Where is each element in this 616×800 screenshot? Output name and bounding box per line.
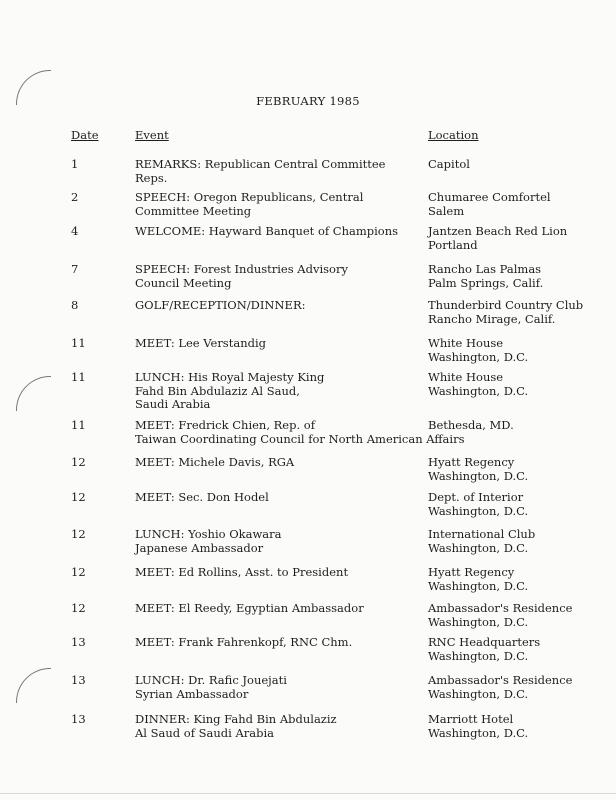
- location-line: Salem: [428, 203, 465, 218]
- event-line: Syrian Ambassador: [135, 686, 249, 701]
- event-line: SPEECH: Forest Industries Advisory: [135, 262, 348, 276]
- row-date: 2: [71, 190, 79, 204]
- row-event: [135, 636, 425, 650]
- row-event: [135, 674, 425, 701]
- row-date: 7: [71, 262, 79, 276]
- row-location: [428, 158, 608, 172]
- event-line: MEET: Fredrick Chien, Rep. of: [135, 418, 315, 432]
- row-event: [135, 491, 425, 505]
- event-line: Council Meeting: [135, 275, 232, 290]
- row-location: [428, 674, 608, 701]
- row-date: 11: [71, 336, 86, 350]
- row-event: [135, 528, 425, 555]
- row-location: [428, 337, 608, 364]
- row-date: 4: [71, 224, 79, 238]
- event-line: REMARKS: Republican Central Committee: [135, 157, 386, 171]
- event-line: MEET: Michele Davis, RGA: [135, 455, 295, 469]
- location-line: Jantzen Beach Red Lion: [428, 224, 568, 238]
- row-date: 12: [71, 527, 86, 541]
- row-date: 12: [71, 601, 86, 615]
- row-date: 13: [71, 635, 86, 649]
- row-date: 11: [71, 418, 86, 432]
- location-line: White House: [428, 336, 504, 350]
- event-line: Taiwan Coordinating Council for North American Affairs: [135, 431, 465, 446]
- row-date: 8: [71, 298, 79, 312]
- row-date: 13: [71, 712, 86, 726]
- location-line: Washington, D.C.: [428, 578, 529, 593]
- row-date: 12: [71, 565, 86, 579]
- location-line: Portland: [428, 237, 478, 252]
- header-event: Event: [135, 128, 169, 142]
- location-line: International Club: [428, 527, 536, 541]
- row-event: [135, 602, 425, 616]
- location-line: Dept. of Interior: [428, 490, 524, 504]
- row-event: [135, 456, 425, 470]
- location-line: Rancho Las Palmas: [428, 262, 542, 276]
- event-line: Japanese Ambassador: [135, 540, 264, 555]
- location-line: Washington, D.C.: [428, 540, 529, 555]
- location-line: Ambassador's Residence: [428, 601, 573, 615]
- event-line: Fahd Bin Abdulaziz Al Saud,: [135, 383, 300, 398]
- row-location: [428, 456, 608, 483]
- location-line: Washington, D.C.: [428, 383, 529, 398]
- location-line: Capitol: [428, 157, 470, 171]
- row-event: [135, 299, 425, 313]
- row-location: [428, 191, 608, 218]
- row-location: [428, 263, 608, 290]
- event-line: WELCOME: Hayward Banquet of Champions: [135, 224, 399, 238]
- event-line: MEET: El Reedy, Egyptian Ambassador: [135, 601, 364, 615]
- location-line: Hyatt Regency: [428, 455, 515, 469]
- event-line: MEET: Lee Verstandig: [135, 336, 266, 350]
- location-line: RNC Headquarters: [428, 635, 541, 649]
- row-date: 11: [71, 370, 86, 384]
- row-location: [428, 299, 608, 326]
- punch-hole-mark: [16, 376, 51, 411]
- row-date: 1: [71, 157, 79, 171]
- row-location: [428, 528, 608, 555]
- event-line: Al Saud of Saudi Arabia: [135, 725, 275, 740]
- event-line: GOLF/RECEPTION/DINNER:: [135, 298, 306, 312]
- row-date: 13: [71, 673, 86, 687]
- header-date: Date: [71, 128, 99, 142]
- header-location: Location: [428, 128, 479, 142]
- location-line: Palm Springs, Calif.: [428, 275, 544, 290]
- location-line: Washington, D.C.: [428, 503, 529, 518]
- punch-hole-mark: [16, 668, 51, 703]
- row-date: 12: [71, 455, 86, 469]
- location-line: Washington, D.C.: [428, 686, 529, 701]
- page-title: FEBRUARY 1985: [256, 94, 360, 108]
- event-line: Reps.: [135, 170, 168, 185]
- row-location: [428, 713, 608, 740]
- event-line: MEET: Frank Fahrenkopf, RNC Chm.: [135, 635, 353, 649]
- location-line: Ambassador's Residence: [428, 673, 573, 687]
- location-line: Chumaree Comfortel: [428, 190, 551, 204]
- location-line: White House: [428, 370, 504, 384]
- row-event: [135, 337, 425, 351]
- location-line: Hyatt Regency: [428, 565, 515, 579]
- event-line: LUNCH: His Royal Majesty King: [135, 370, 325, 384]
- event-line: Committee Meeting: [135, 203, 252, 218]
- row-location: [428, 225, 608, 252]
- row-location: [428, 566, 608, 593]
- location-line: Thunderbird Country Club: [428, 298, 584, 312]
- row-location: [428, 636, 608, 663]
- location-line: Rancho Mirage, Calif.: [428, 311, 556, 326]
- row-location: [428, 491, 608, 518]
- location-line: Washington, D.C.: [428, 725, 529, 740]
- event-line: LUNCH: Dr. Rafic Jouejati: [135, 673, 287, 687]
- event-line: DINNER: King Fahd Bin Abdulaziz: [135, 712, 337, 726]
- page-edge: [0, 793, 616, 794]
- location-line: Washington, D.C.: [428, 614, 529, 629]
- row-event: [135, 158, 425, 185]
- row-event: [135, 713, 425, 740]
- location-line: Washington, D.C.: [428, 648, 529, 663]
- row-location: [428, 602, 608, 629]
- location-line: Washington, D.C.: [428, 468, 529, 483]
- event-line: MEET: Sec. Don Hodel: [135, 490, 269, 504]
- row-event: [135, 263, 425, 290]
- event-line: SPEECH: Oregon Republicans, Central: [135, 190, 364, 204]
- event-line: LUNCH: Yoshio Okawara: [135, 527, 282, 541]
- row-event: [135, 191, 425, 218]
- location-line: Washington, D.C.: [428, 349, 529, 364]
- row-date: 12: [71, 490, 86, 504]
- row-event: [135, 225, 425, 239]
- row-event: [135, 371, 425, 412]
- location-line: Marriott Hotel: [428, 712, 514, 726]
- row-location: [428, 371, 608, 398]
- row-location: [428, 419, 608, 433]
- event-line: MEET: Ed Rollins, Asst. to President: [135, 565, 349, 579]
- location-line: Bethesda, MD.: [428, 418, 514, 432]
- row-event: [135, 566, 425, 580]
- event-line: Saudi Arabia: [135, 397, 211, 411]
